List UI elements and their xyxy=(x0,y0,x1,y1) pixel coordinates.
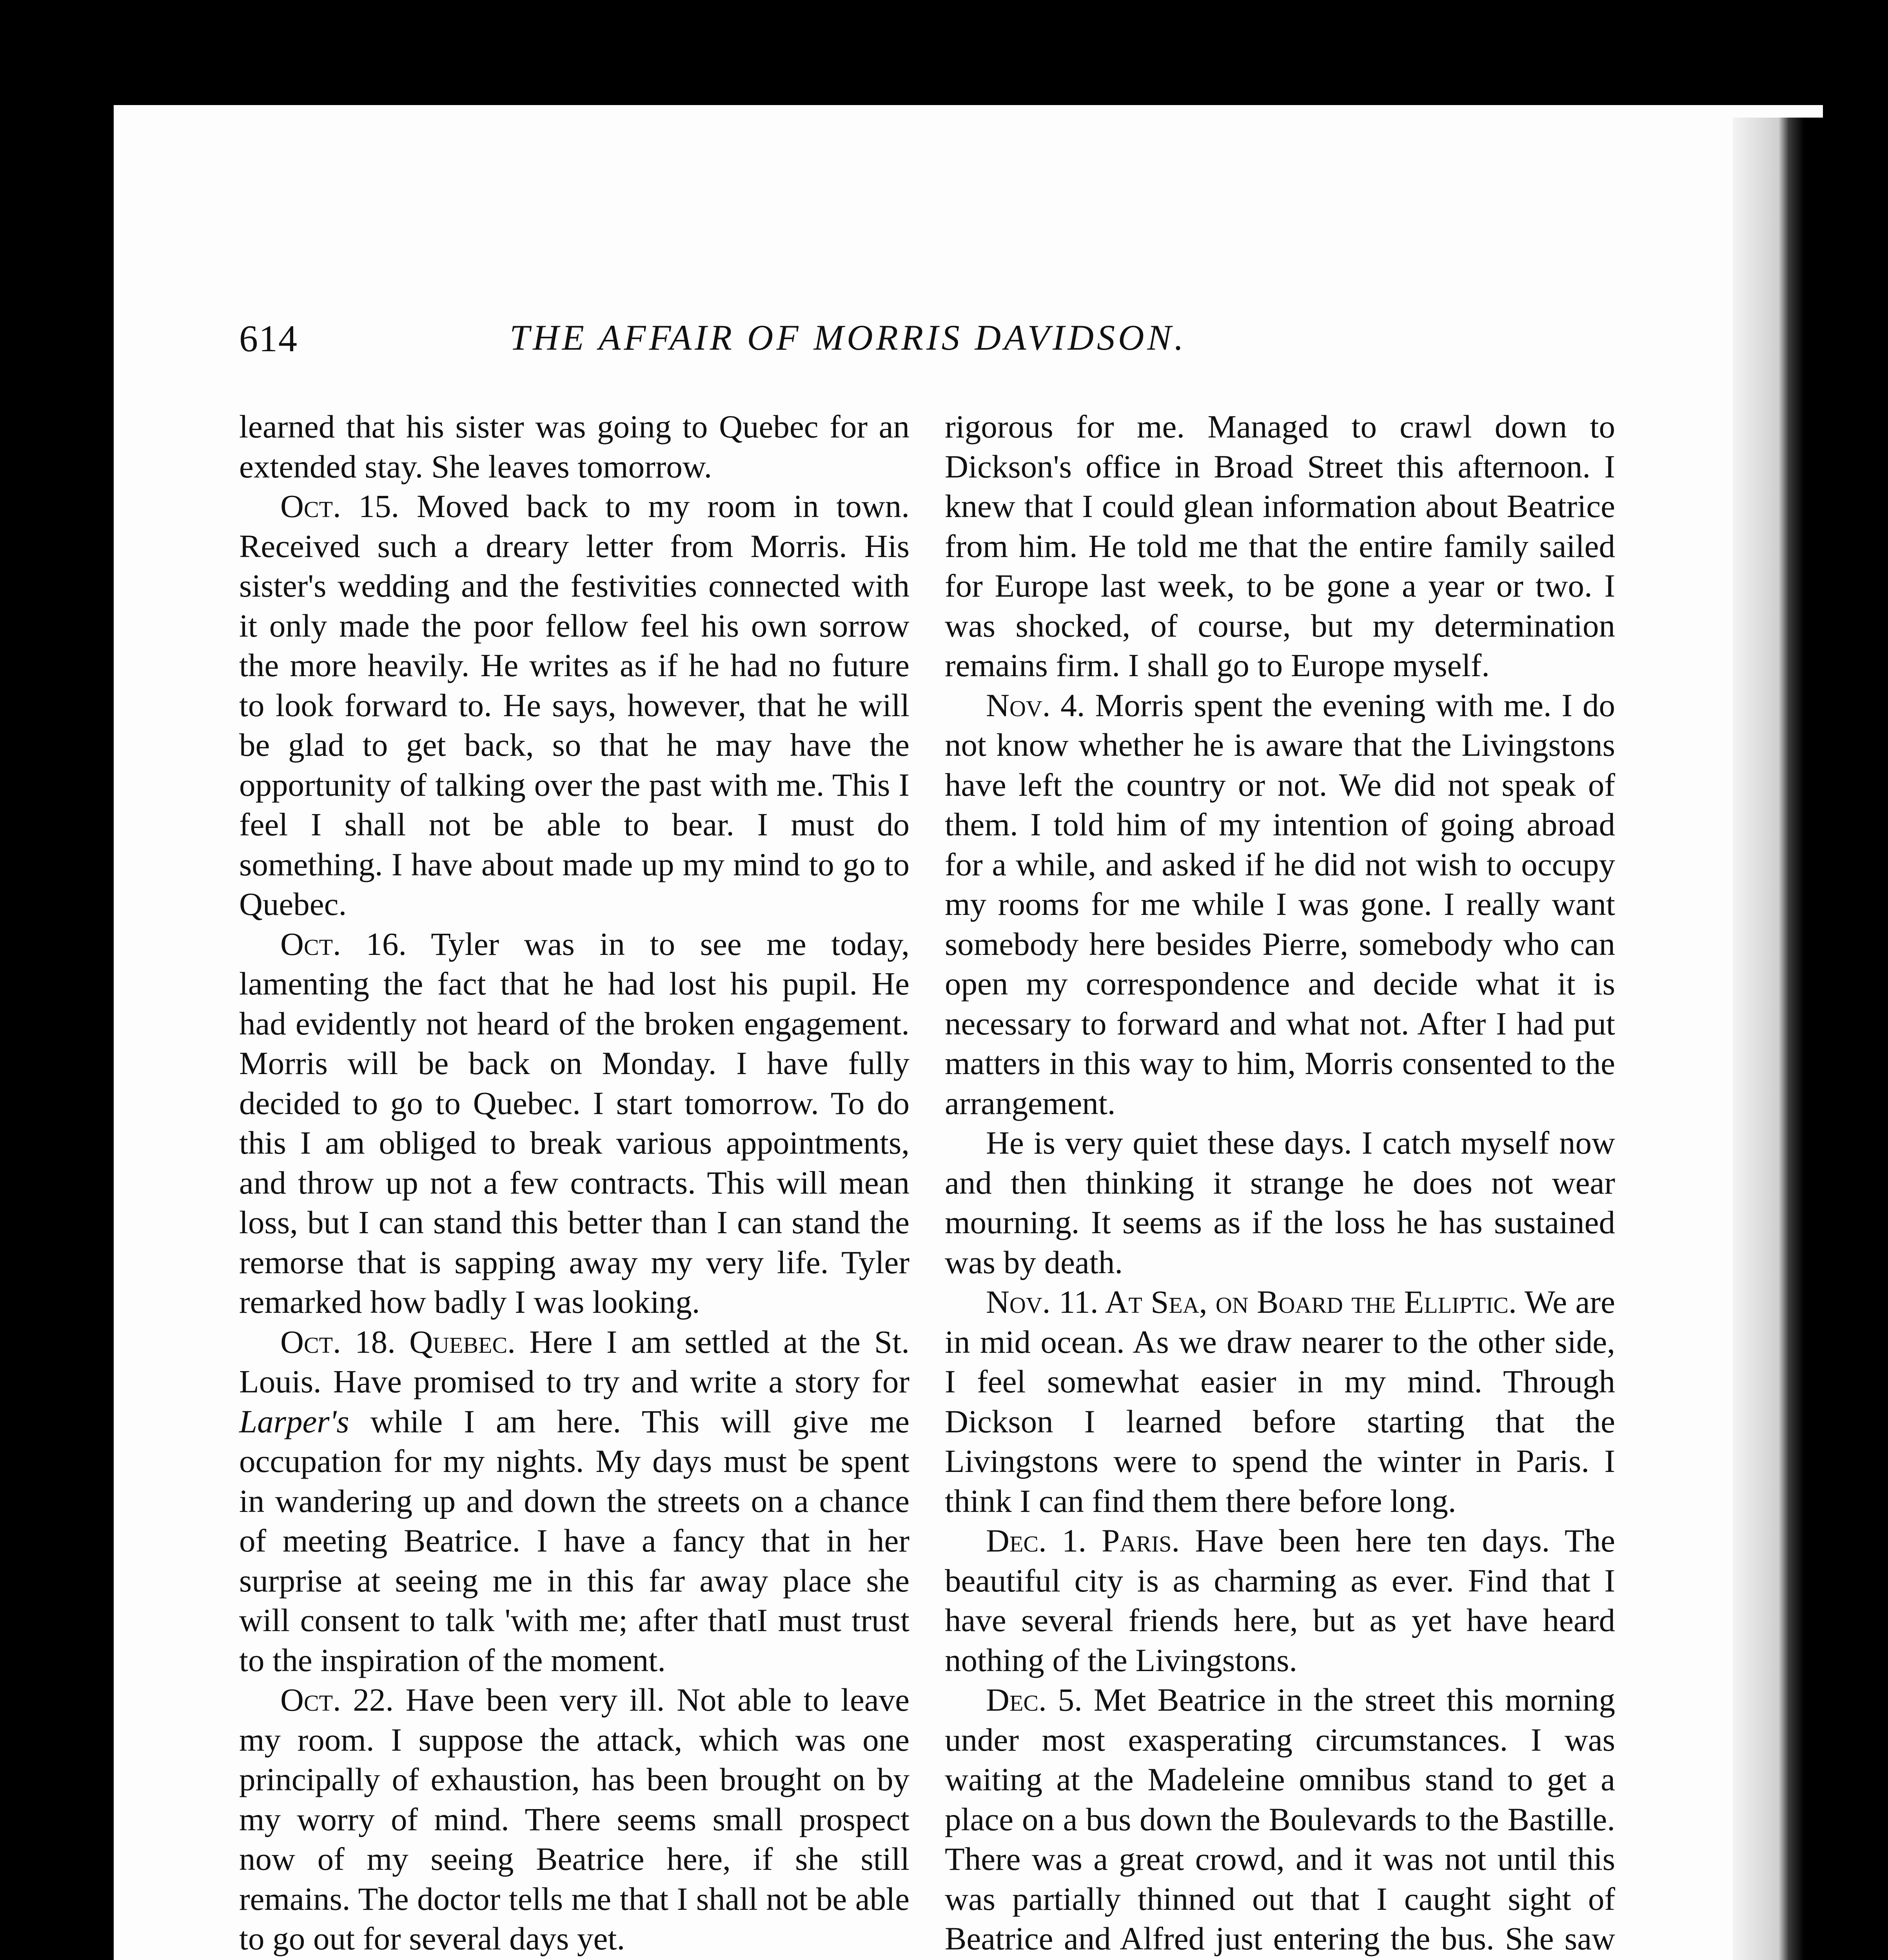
page-number: 614 xyxy=(239,318,298,359)
entry-date: Oct. 15. xyxy=(280,488,399,524)
right-column xyxy=(945,407,1615,1960)
diary-entry xyxy=(945,1680,1615,1960)
entry-text: Have been very ill. Not able to leave my room. I suppose the attack, which was one principally of exhaustion, has been brought on by my worry of mind. There seems small prospect now of my seeing Beatrice here, if she still remains. The doctor tells me that I shall not be able to go out for several days yet. xyxy=(239,1682,910,1956)
entry-text: while I am here. This will give me occupation for my nights. My days must be spent in wandering up and down the streets on a chance of meeting Beatrice. I have a fancy that in her surprise at seeing me in this far away place she will consent to talk 'with me; after thatI must trust to the inspiration of the moment. xyxy=(239,1403,910,1678)
entry-text: We are in mid ocean. As we draw nearer to the other side, I feel somewhat easier in my mind. Through Dickson I learned before starting that the Livingstons were to spend the winter in Paris. I think I can find them there before long. xyxy=(945,1284,1615,1519)
diary-entry xyxy=(239,486,910,924)
left-column xyxy=(239,407,910,1960)
entry-date: Nov. 11. At Sea, on Board the Elliptic. xyxy=(986,1284,1517,1320)
entry-text: Morris spent the evening with me. I do not know whether he is aware that the Livingstons have left the country or not. We did not speak of them. I told him of my intention of going abroad for a while, and asked if he did not wish to occupy my rooms for me while I was gone. I really want somebody here besides Pierre, somebody who can open my correspondence and decide what it is necessary to forward and what not. After I had put matters in this way to him, Morris consented to the arrangement. xyxy=(945,687,1615,1121)
entry-date: Dec. 5. xyxy=(986,1682,1082,1718)
diary-entry xyxy=(945,686,1615,1123)
diary-entry xyxy=(239,924,910,1322)
entry-text: Moved back to my room in town. Received such a dreary letter from Morris. His sister's wedding and the festivities connected with it only made the poor fellow feel his own sorrow the more heavily. He writes as if he had no future to look forward to. He says, however, that he will be glad to get back, so that he may have the opportunity of talking over the past with me. This I feel I shall not be able to bear. I must do something. I have about made up my mind to go to Quebec. xyxy=(239,488,910,922)
diary-entry xyxy=(239,1680,910,1959)
diary-entry xyxy=(945,1521,1615,1680)
magazine-title: Larper's xyxy=(239,1403,349,1439)
entry-date: Oct. 18. Quebec. xyxy=(280,1323,516,1360)
book-page xyxy=(114,105,1823,1960)
entry-date: Oct. 16. xyxy=(280,926,407,962)
paragraph: learned that his sister was going to Quebec for an extended stay. She leaves tomorrow. xyxy=(239,408,910,485)
entry-text: Here I am settled at the St. Louis. Have promised to try and write a story for xyxy=(239,1323,910,1399)
running-title: THE AFFAIR OF MORRIS DAVIDSON. xyxy=(510,318,1187,358)
diary-entry xyxy=(945,1282,1615,1521)
paragraph: He is very quiet these days. I catch myself now and then thinking it strange he does not wear mourning. It seems as if the loss he has sustained was by death. xyxy=(945,1125,1615,1280)
paragraph: rigorous for me. Managed to crawl down to Dickson's office in Broad Street this afternoon. I knew that I could glean information about Beatrice from him. He told me that the entire family sailed for Europe last week, to be gone a year or two. I was shocked, of course, but my determination remains firm. I shall go to Europe myself. xyxy=(945,408,1615,683)
entry-text: Have been here ten days. The beautiful city is as charming as ever. Find that I have several friends here, but as yet have heard nothing of the Livingstons. xyxy=(945,1523,1615,1678)
diary-entry xyxy=(239,1959,910,1960)
entry-text: Met Beatrice in the street this morning under most exasperating circumstances. I was waiting at the Madeleine omnibus stand to get a place on a bus down the Boulevards to the Bastille. There was a great crowd, and it was not until this was partially thinned out that I caught sight of Beatrice and Alfred just entering the bus. She saw xyxy=(945,1682,1615,1956)
diary-entry xyxy=(239,1322,910,1681)
entry-date: Dec. 1. Paris. xyxy=(986,1523,1180,1559)
book-spine-shadow xyxy=(1733,118,1835,1960)
entry-text: Tyler was in to see me today, lamenting the fact that he had lost his pupil. He had evidently not heard of the broken engagement. Morris will be back on Monday. I have fully decided to go to Quebec. I start tomorrow. To do this I am obliged to break various appointments, and throw up not a few contracts. This will mean loss, but I can stand this better than I can stand the remorse that is sapping away my very life. Tyler remarked how badly I was looking. xyxy=(239,926,910,1320)
entry-date: Nov. 4. xyxy=(986,687,1085,723)
entry-date: Oct. 22. xyxy=(280,1682,394,1718)
